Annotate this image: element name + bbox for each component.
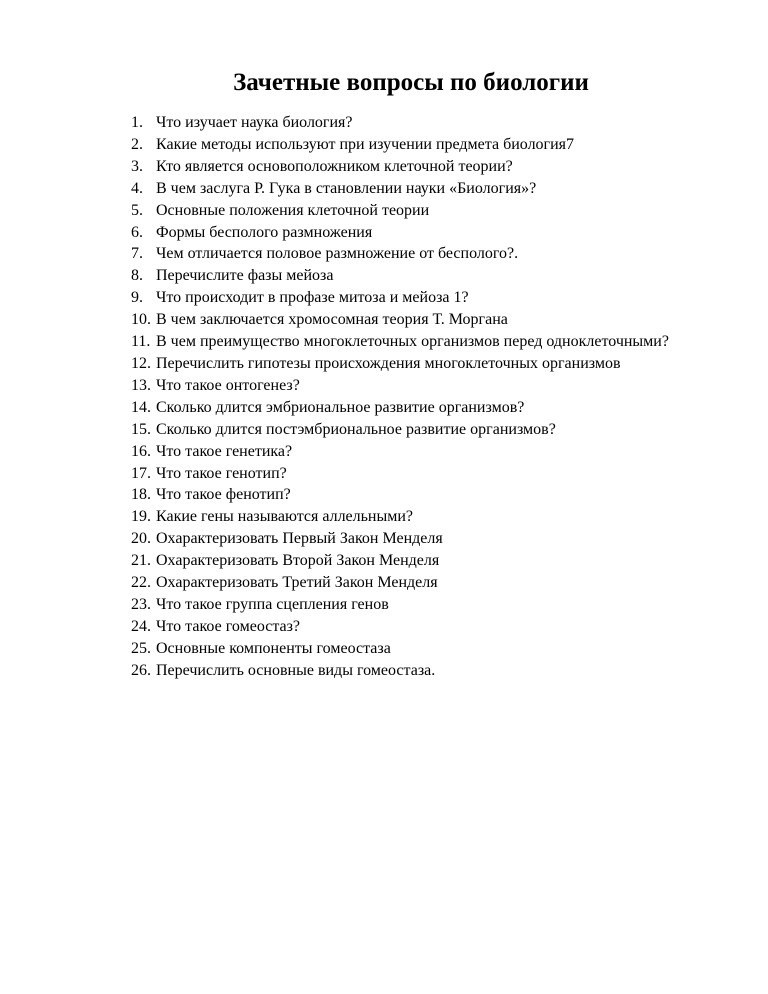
question-number: 12. (131, 354, 151, 372)
question-text: Перечислить основные виды гомеостаза. (156, 661, 436, 679)
question-item-17 (131, 463, 713, 485)
question-text: Сколько длится постэмбриональное развитие организмов? (156, 420, 556, 438)
question-item-18 (131, 484, 713, 506)
question-text: Что такое генетика? (156, 442, 293, 460)
question-number: 1. (131, 114, 143, 131)
question-number: 18. (131, 486, 151, 504)
question-item-3 (131, 156, 713, 178)
question-number: 9. (131, 289, 143, 307)
question-number: 21. (131, 552, 151, 570)
question-item-21 (131, 550, 713, 572)
question-text: Сколько длится эмбриональное развитие организмов? (156, 398, 525, 416)
question-number: 2. (131, 135, 143, 153)
question-item-26 (131, 660, 713, 682)
question-number: 16. (131, 442, 151, 460)
question-item-7 (131, 243, 713, 265)
question-text: Формы бесполого размножения (156, 223, 373, 241)
question-number: 10. (131, 311, 151, 329)
question-text: Что такое фенотип? (156, 486, 291, 504)
question-item-1 (131, 112, 713, 134)
question-number: 24. (131, 617, 151, 635)
question-number: 15. (131, 420, 151, 438)
question-number: 4. (131, 179, 143, 197)
question-text: В чем заключается хромосомная теория Т. Моргана (156, 311, 508, 329)
question-item-19 (131, 506, 713, 528)
question-number: 5. (131, 201, 143, 219)
question-item-15 (131, 419, 713, 441)
question-text: Какие методы используют при изучении предмета биология7 (156, 135, 575, 153)
question-item-14 (131, 397, 713, 419)
question-number: 14. (131, 398, 151, 416)
question-number: 20. (131, 530, 151, 548)
question-number: 11. (131, 333, 151, 351)
question-item-9 (131, 287, 713, 309)
question-item-5 (131, 200, 713, 222)
question-text: Перечислите фазы мейоза (156, 267, 334, 285)
question-number: 19. (131, 508, 151, 526)
question-list (131, 112, 713, 682)
question-text: Охарактеризовать Первый Закон Менделя (156, 530, 443, 548)
question-text: Что изучает наука биология? (156, 114, 353, 131)
question-text: Что такое гомеостаз? (156, 617, 301, 635)
question-item-4 (131, 178, 713, 200)
question-text: В чем преимущество многоклеточных организмов перед одноклеточными? (156, 333, 669, 351)
question-item-12 (131, 353, 713, 375)
question-text: Охарактеризовать Второй Закон Менделя (156, 552, 440, 570)
question-text: Что такое генотип? (156, 464, 287, 482)
question-number: 8. (131, 267, 143, 285)
question-text: Чем отличается половое размножение от бесполого?. (156, 245, 519, 263)
question-item-2 (131, 134, 713, 156)
question-item-20 (131, 528, 713, 550)
question-item-13 (131, 375, 713, 397)
question-number: 23. (131, 595, 151, 613)
question-text: Основные компоненты гомеостаза (156, 639, 391, 657)
question-number: 17. (131, 464, 151, 482)
question-number: 13. (131, 376, 151, 394)
question-item-10 (131, 309, 713, 331)
question-item-23 (131, 594, 713, 616)
question-text: Перечислить гипотезы происхождения многоклеточных организмов (156, 354, 621, 372)
question-text: Основные положения клеточной теории (156, 201, 430, 219)
question-number: 7. (131, 245, 143, 263)
question-item-8 (131, 265, 713, 287)
question-number: 3. (131, 157, 143, 175)
question-text: Что такое онтогенез? (156, 376, 300, 394)
question-item-16 (131, 441, 713, 463)
question-text: Охарактеризовать Третий Закон Менделя (156, 574, 438, 592)
question-number: 25. (131, 639, 151, 657)
question-item-6 (131, 222, 713, 244)
question-text: Кто является основоположником клеточной теории? (156, 157, 513, 175)
question-item-11 (131, 331, 713, 353)
question-number: 22. (131, 574, 151, 592)
document-title: Зачетные вопросы по биологии (233, 69, 589, 96)
question-number: 6. (131, 223, 143, 241)
question-item-24 (131, 616, 713, 638)
question-text: Что такое группа сцепления генов (156, 595, 389, 613)
question-text: В чем заслуга Р. Гука в становлении науки «Биология»? (156, 179, 537, 197)
question-item-22 (131, 572, 713, 594)
question-text: Что происходит в профазе митоза и мейоза 1? (156, 289, 469, 307)
question-number: 26. (131, 661, 151, 679)
question-item-25 (131, 638, 713, 660)
question-text: Какие гены называются аллельными? (156, 508, 414, 526)
